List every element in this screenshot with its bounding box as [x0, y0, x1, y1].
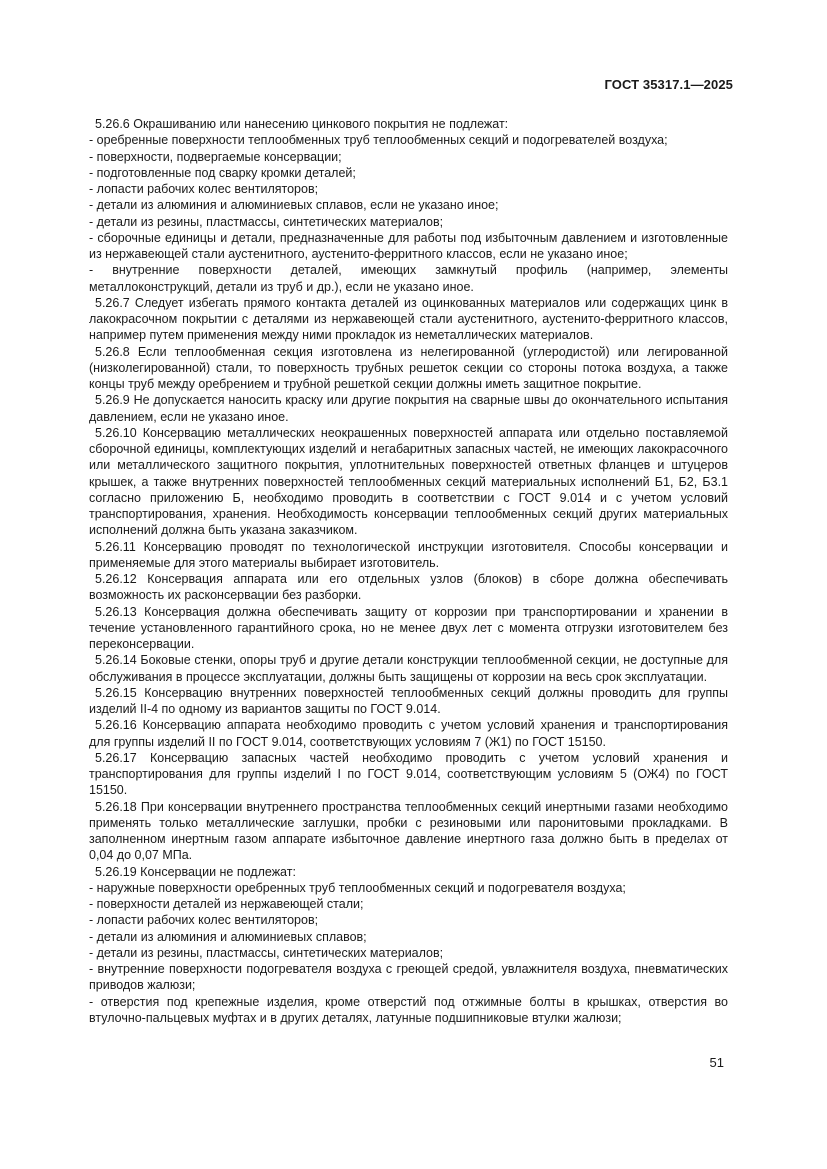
paragraph: 5.26.11 Консервацию проводят по технологической инструкции изготовителя. Способы консервации и применяемые для этого материалы выбирает изготовитель.	[89, 539, 728, 570]
paragraph: 5.26.19 Консервации не подлежат:	[95, 864, 296, 879]
list-item: - детали из резины, пластмассы, синтетических материалов;	[89, 214, 444, 229]
paragraph: 5.26.10 Консервацию металлических неокрашенных поверхностей аппарата или отдельно поставляемой сборочной единицы, комплектующих изделий и негабаритных запасных частей, не имеющих лакокрасочного или металлического защитного покрытия, уплотнительных поверхностей ответных фланцев и штуцеров крышек, а также внутренних поверхностей теплообменных секций материальных исполнений Б1, Б2, Б3.1 согласно приложению Б, необходимо проводить в соответствии с ГОСТ 9.014 и с учетом условий транспортирования, хранения. Необходимость консервации теплообменных секций других материальных исполнений должна быть указана заказчиком.	[89, 425, 728, 538]
list-item: - детали из алюминия и алюминиевых сплавов;	[89, 929, 367, 944]
paragraph: 5.26.6 Окрашиванию или нанесению цинкового покрытия не подлежат:	[95, 117, 509, 131]
document-body	[89, 116, 728, 1026]
standard-header: ГОСТ 35317.1—2025	[604, 77, 733, 92]
paragraph: 5.26.15 Консервацию внутренних поверхностей теплообменных секций должны проводить для группы изделий II-4 по одному из вариантов защиты по ГОСТ 9.014.	[89, 685, 728, 716]
paragraph: 5.26.16 Консервацию аппарата необходимо проводить с учетом условий хранения и транспортирования для группы изделий II по ГОСТ 9.014, соответствующих условиям 7 (Ж1) по ГОСТ 15150.	[89, 718, 728, 749]
paragraph: 5.26.8 Если теплообменная секция изготовлена из нелегированной (углеродистой) или легированной (низколегированной) стали, то поверхность трубных решеток секции со стороны потока воздуха, а также концы труб между оребрением и трубной решеткой секции должны иметь защитное покрытие.	[89, 344, 728, 391]
paragraph: 5.26.7 Следует избегать прямого контакта деталей из оцинкованных материалов или содержащих цинк в лакокрасочном покрытии с деталями из нержавеющей стали аустенитного, аустенито-ферритного классов, например путем применения между ними прокладок из неметаллических материалов.	[89, 295, 728, 343]
list-item: - лопасти рабочих колес вентиляторов;	[89, 182, 319, 196]
list-item: - лопасти рабочих колес вентиляторов;	[89, 913, 319, 928]
list-item: - оребренные поверхности теплообменных труб теплообменных секций и подогревателей воздуха;	[89, 133, 668, 148]
list-item: - внутренние поверхности подогревателя воздуха с греющей средой, увлажнителя воздуха, пневматических приводов жалюзи;	[89, 962, 728, 993]
paragraph: 5.26.14 Боковые стенки, опоры труб и другие детали конструкции теплообменной секции, не доступные для обслуживания в процессе эксплуатации, должны быть защищены от коррозии на весь срок эксплуатации.	[89, 653, 728, 684]
list-item: - поверхности деталей из нержавеющей стали;	[89, 897, 364, 911]
list-item: - детали из резины, пластмассы, синтетических материалов;	[89, 945, 444, 960]
paragraph: 5.26.18 При консервации внутреннего пространства теплообменных секций инертными газами необходимо применять только металлические заглушки, пробки с резиновыми или паронитовыми прокладками. В заполненном инертным газом аппарате избыточное давление инертного газа должно быть в пределах от 0,04 до 0,07 МПа.	[89, 799, 728, 863]
list-item: - отверстия под крепежные изделия, кроме отверстий под отжимные болты в крышках, отверстия во втулочно-пальцевых муфтах и в других деталях, латунные подшипниковые втулки жалюзи;	[89, 994, 728, 1025]
list-item: - поверхности, подвергаемые консервации;	[89, 149, 342, 164]
paragraph: 5.26.9 Не допускается наносить краску или другие покрытия на сварные швы до окончательного испытания давлением, если не указано иное.	[89, 393, 728, 424]
list-item: - подготовленные под сварку кромки деталей;	[89, 165, 356, 180]
paragraph: 5.26.12 Консервация аппарата или его отдельных узлов (блоков) в сборе должна обеспечивать возможность их расконсервации без разборки.	[89, 572, 728, 603]
list-item: - сборочные единицы и детали, предназначенные для работы под избыточным давлением и изготовленные из нержавеющей стали аустенитного, аустенито-ферритного классов, если не указано иное;	[89, 230, 728, 261]
paragraph: 5.26.17 Консервацию запасных частей необходимо проводить с учетом условий хранения и транспортирования для группы изделий I по ГОСТ 9.014, соответствующим условиям 5 (ОЖ4) по ГОСТ 15150.	[89, 750, 728, 798]
list-item: - наружные поверхности оребренных труб теплообменных секций и подогревателя воздуха;	[89, 880, 626, 895]
list-item: - внутренние поверхности деталей, имеющих замкнутый профиль (например, элементы металлоконструкций, детали из труб и др.), если не указано иное.	[89, 263, 728, 294]
page-number: 51	[709, 1055, 724, 1070]
paragraph: 5.26.13 Консервация должна обеспечивать защиту от коррозии при транспортировании и хранении в течение установленного гарантийного срока, но не менее двух лет с момента отгрузки изготовителем без переконсервации.	[89, 604, 728, 651]
list-item: - детали из алюминия и алюминиевых сплавов, если не указано иное;	[89, 198, 499, 213]
